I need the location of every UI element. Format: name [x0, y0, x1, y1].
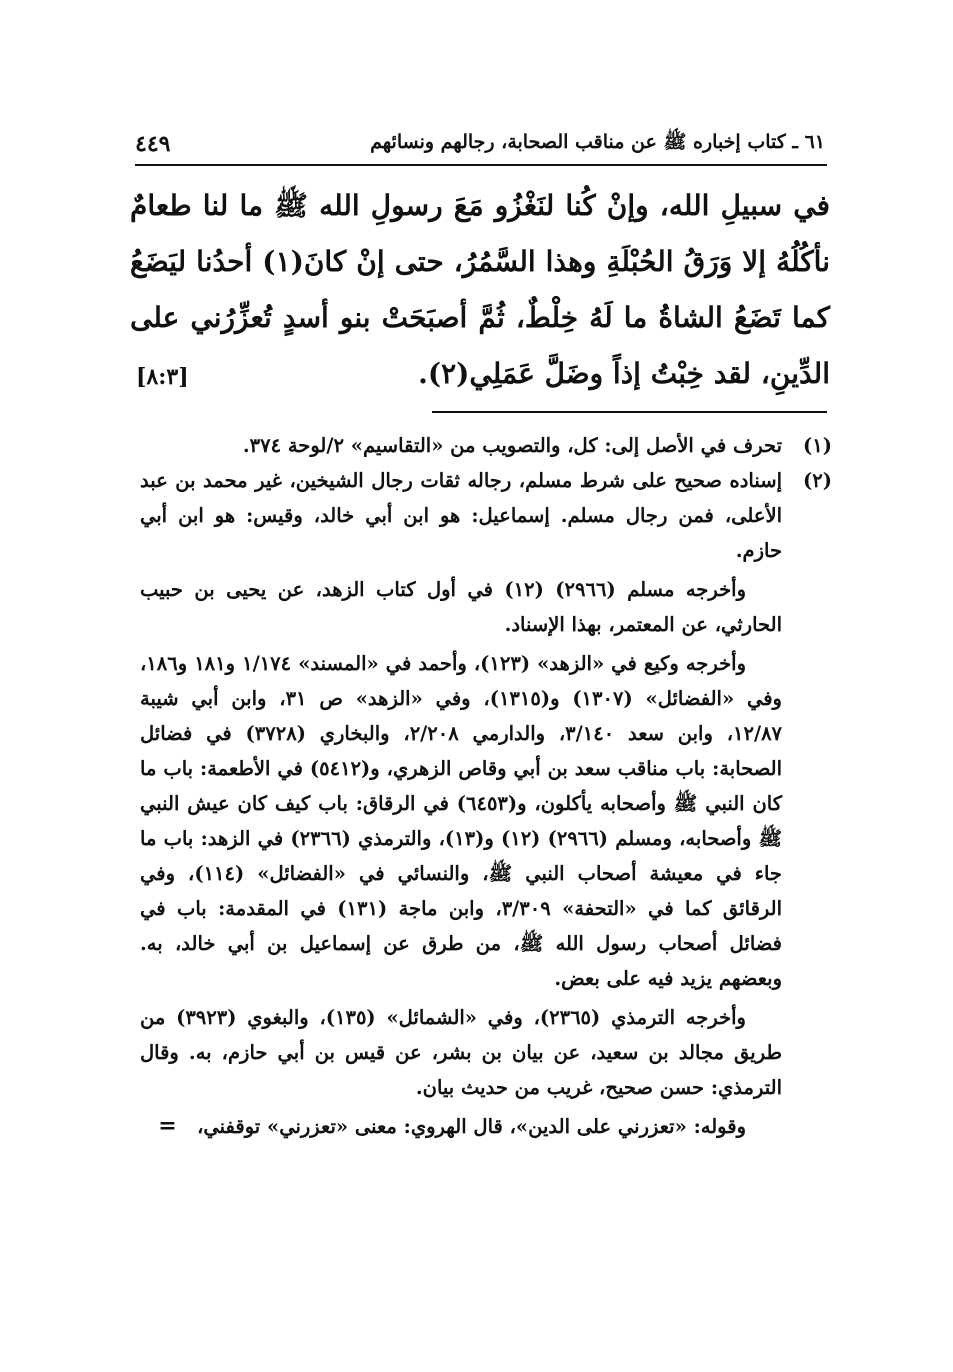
- footnote-body: [140, 463, 782, 1144]
- footnote-paragraph: إسناده صحيح على شرط مسلم، رجاله ثقات رجال الشيخين، غير محمد بن عبد الأعلى، فمن رجال مسلم. إسماعيل: هو ابن أبي خالد، وقيس: هو ابن أبي حازم.: [140, 469, 782, 562]
- citation-reference: [٨:٣]: [136, 364, 189, 390]
- footnote-paragraph: وأخرجه وكيع في «الزهد» (١٢٣)، وأحمد في «المسند» ١/١٧٤ و١٨١ و١٨٦، وفي «الفضائل» (١٣٠٧) و(١٣١٥)، وفي «الزهد» ص ٣١، وابن أبي شيبة ١٢/٨٧، وابن سعد ٣/١٤٠، والدارمي ٢/٢٠٨، والبخاري (٣٧٢٨) في فضائل الصحابة: باب مناقب سعد بن أبي وقاص الزهري، و(٥٤١٢) في الأطعمة: باب ما كان النبي ﷺ وأصحابه يأكلون، و(٦٤٥٣) في الرقاق: باب كيف كان عيش النبي ﷺ وأصحابه، ومسلم (٢٩٦٦) (١٢) و(١٣)، والترمذي (٢٣٦٦) في الزهد: باب ما جاء في معيشة أصحاب النبي ﷺ، والنسائي في «الفضائل» (١١٤)، وفي الرقائق كما في «التحفة» ٣/٣٠٩، وابن ماجة (١٣١) في المقدمة: باب في فضائل أصحاب رسول الله ﷺ، من طرق عن إسماعيل بن أبي خالد، به. وبعضهم يزيد فيه على بعض.: [140, 652, 783, 990]
- continuation-mark: =: [158, 1113, 177, 1139]
- footnote-last-paragraph: [140, 1109, 782, 1144]
- footnote-paragraph: تحرف في الأصل إلى: كل، والتصويب من «التقاسيم» ٢/لوحة ٣٧٤.: [242, 434, 782, 457]
- footnote-number: (٢): [803, 469, 832, 492]
- page-header: [135, 126, 825, 162]
- footnote-paragraph: وأخرجه الترمذي (٢٣٦٥)، وفي «الشمائل» (١٣٥)، والبغوي (٣٩٢٣) من طريق مجالد بن سعيد، عن بيان بن بشر، عن قيس بن أبي حازم، به. وقال الترمذي: حسن صحيح، غريب من حديث بيان.: [140, 1006, 782, 1099]
- footnote-paragraph: وأخرجه مسلم (٢٩٦٦) (١٢) في أول كتاب الزهد، عن يحيى بن حبيب الحارثي، عن المعتمر، بهذا الإسناد.: [140, 578, 782, 636]
- footnote-2: [140, 463, 832, 1144]
- footnote-separator: [432, 411, 827, 413]
- footnotes: [140, 428, 832, 1144]
- main-text: [130, 178, 830, 402]
- footnote-1: [140, 428, 832, 463]
- footnote-number: (١): [803, 434, 832, 457]
- footnote-paragraph-text: وقوله: «تعزرني على الدين»، قال الهروي: معنى «تعزرني» توقفني،: [197, 1115, 746, 1138]
- footnote-body: [140, 428, 782, 463]
- hadith-text: في سبيلِ الله، وإنْ كُنا لنَغْزُو مَعَ رسولِ الله ﷺ ما لنا طعامٌ نأكُلُهُ إلا وَرَقُ الحُبْلَةِ وهذا السَّمُرُ، حتى إنْ كانَ(١) أحدُنا ليَضَعُ كما تَضَعُ الشاةُ ما لَهُ خِلْطٌ، ثُمَّ أصبَحَتْ بنو أسدٍ تُعزِّرُني على الدِّينِ، لقد خِبْتُ إذاً وضَلَّ عَمَلِي(٢).: [130, 189, 830, 390]
- running-title: ٦١ ـ كتاب إخباره ﷺ عن مناقب الصحابة، رجالهم ونسائهم: [370, 131, 825, 153]
- page-number: ٤٤٩: [135, 131, 171, 157]
- header-rule: [135, 164, 827, 166]
